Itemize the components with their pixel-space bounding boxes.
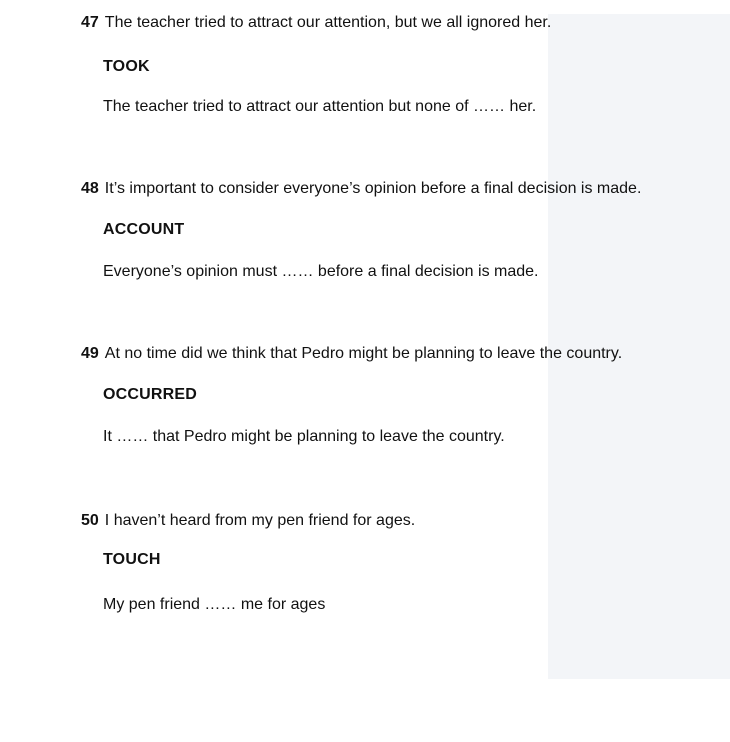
keyword: OCCURRED	[103, 386, 198, 403]
answer-gap-sentence: It …… that Pedro might be planning to leave the country.	[103, 428, 505, 445]
question-number: 48	[81, 180, 99, 197]
question-text: At no time did we think that Pedro might be planning to leave the country.	[104, 345, 623, 362]
question-text: It’s important to consider everyone’s opinion before a final decision is made.	[104, 180, 642, 197]
answer-gap-sentence: The teacher tried to attract our attention but none of …… her.	[103, 98, 537, 115]
question-text: The teacher tried to attract our attention, but we all ignored her.	[104, 14, 552, 31]
question-text: I haven’t heard from my pen friend for ages.	[104, 512, 416, 529]
question-sentence	[81, 512, 415, 530]
question-sentence	[81, 14, 551, 32]
answer-gap-sentence: My pen friend …… me for ages	[103, 596, 326, 613]
keyword: ACCOUNT	[103, 221, 185, 238]
question-number: 49	[81, 345, 99, 362]
question-sentence	[81, 345, 622, 363]
question-number: 47	[81, 14, 99, 31]
keyword: TOOK	[103, 58, 150, 75]
question-number: 50	[81, 512, 99, 529]
answer-gap-sentence: Everyone’s opinion must …… before a final decision is made.	[103, 263, 539, 280]
question-sentence	[81, 180, 641, 198]
keyword: TOUCH	[103, 551, 161, 568]
